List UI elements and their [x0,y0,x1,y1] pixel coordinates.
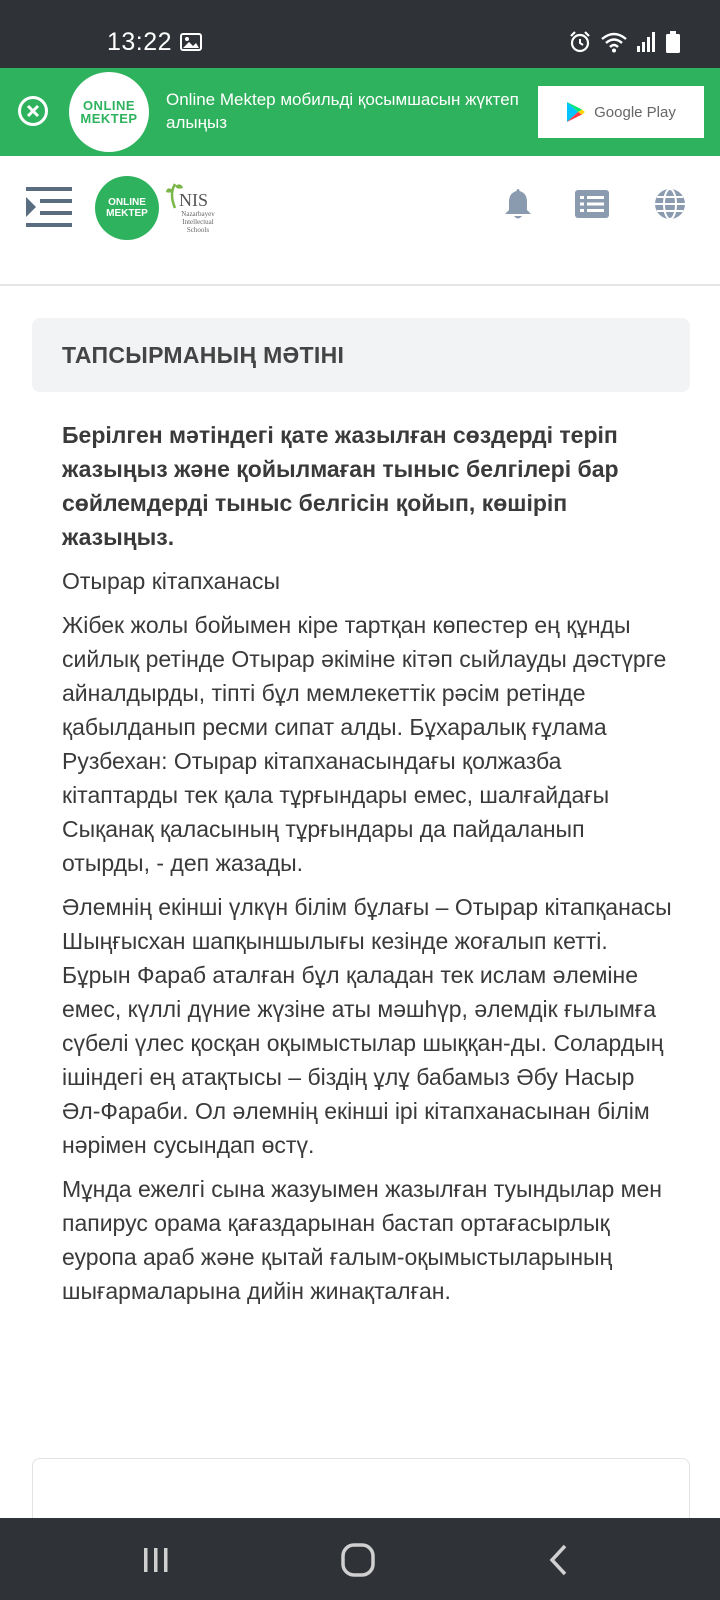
task-content [62,418,672,1318]
task-text-header [32,318,690,392]
menu-icon[interactable] [26,186,72,228]
app-header [0,156,720,286]
nis-logo: NIS Nazarbayev Intellectual Schools [163,180,223,240]
text-paragraph: Мұнда ежелгі сына жазуымен жазылған туындылар мен папирус орама қағаздарынан бастап ортағасырлық еуропа араб және қытай ғалым-оқымыстыларының шығармаларына дийін жинақталған. [62,1176,662,1304]
text-title: Отырар кітапханасы [62,568,280,594]
status-bar [0,0,720,68]
system-nav-bar [0,1518,720,1600]
banner-text: Online Mektep мобильді қосымшасын жүктеп алыңыз [166,90,519,132]
recents-icon[interactable] [136,1540,176,1580]
task-instruction: Берілген мәтіндегі қате жазылған сөздерді теріп жазыңыз және қойылмаған тыныс белгілері бар сөйлемдерді тыныс белгісін қойып, көшіріп жазыңыз. [62,422,619,550]
status-time: 13:22 [107,28,173,56]
task-heading: ТАПСЫРМАНЫҢ МӘТІНІ [62,342,345,368]
online-mektep-logo[interactable]: ONLINE MEKTEP [95,176,159,240]
text-paragraph: Әлемнің екінші үлкүн білім бұлағы – Отырар кітапқанасы Шыңғысхан шапқыншылығы кезінде жоғалып кетті. Бұрын Фараб аталған бұл қаладан тек ислам әлеміне емес, күллі дүние жүзіне аты мәшһүр, әлемдік ғылымға сүбелі үлес қосқан оқымыстылар шыққан-ды. Солардың ішіндегі ең атақтысы – біздің ұлұ бабамыз Әбу Насыр Әл-Фараби. Ол әлемнің екінші ірі кітапханасынан білім нәрімен сусындап өстү. [62,894,672,1158]
home-icon[interactable] [338,1540,378,1580]
wifi-icon [600,31,628,53]
google-play-button[interactable] [538,86,704,138]
bell-icon[interactable] [500,186,536,222]
alarm-icon [568,30,592,54]
battery-icon [666,31,680,53]
close-icon[interactable] [17,95,49,127]
back-icon[interactable] [540,1540,580,1580]
gallery-icon [180,33,202,51]
google-play-icon [566,101,586,123]
online-mektep-logo: ONLINE MEKTEP [69,72,149,152]
app-promo-banner [0,68,720,156]
google-play-label: Google Play [594,103,676,121]
signal-icon [636,31,658,53]
text-paragraph: Жібек жолы бойымен кіре тартқан көпестер ең құнды сийлық ретінде Отырар әкіміне кітәп сыйлауды дәстүрге айналдырды, тіпті бұл мемлекеттік рәсім ретінде қабылданып ресми сипат алды. Бұхаралық ғұлама Рузбехан: Отырар кітапханасындағы қолжазба кітаптарды тек қала тұрғындары емес, шалғайдағы Сықанақ қаласының тұрғындары да пайдаланып отырды, - деп жазады. [62,612,667,876]
globe-icon[interactable] [652,186,688,222]
list-icon[interactable] [574,186,610,222]
